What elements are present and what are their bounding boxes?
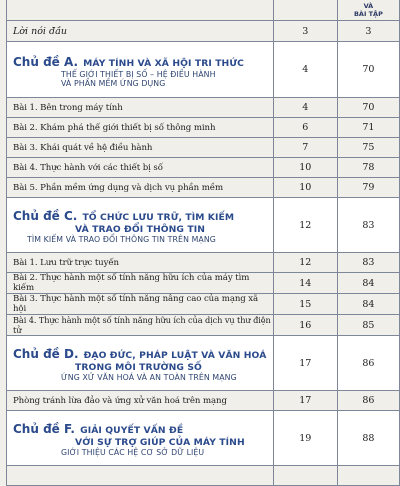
lesson-row: [7, 253, 400, 273]
lesson-page1: 4: [273, 98, 337, 118]
lesson-row: [7, 158, 400, 178]
chapter-d-row: [7, 336, 400, 391]
lesson-page1: 16: [273, 315, 337, 336]
lesson-page2: 75: [337, 138, 399, 158]
lesson-page2: 78: [337, 158, 399, 178]
chapter-c-row: [7, 198, 400, 253]
lesson-title: Bài 2. Thực hành một số tính năng hữu ích của máy tìm kiếm: [7, 273, 274, 294]
chapter-d-title-line2: TRONG MÔI TRƯỜNG SỐ: [75, 362, 202, 373]
lesson-page1: 12: [273, 253, 337, 273]
chapter-d-cell: [7, 336, 274, 391]
lesson-page2: 85: [337, 315, 399, 336]
lesson-page1: 17: [273, 391, 337, 411]
chapter-c-page2: 83: [337, 198, 399, 253]
lesson-page2: 83: [337, 253, 399, 273]
lesson-page1: 6: [273, 118, 337, 138]
chapter-a-subtitle-line2: VÀ PHẦN MỀM ỨNG DỤNG: [61, 78, 166, 88]
chapter-a-title-line1: MÁY TÍNH VÀ XÃ HỘI TRI THỨC: [83, 57, 244, 69]
header-col3-note: VÀ BÀI TẬP: [353, 1, 383, 18]
lesson-page2: [337, 466, 399, 486]
chapter-d-label: Chủ đề D.: [13, 347, 79, 361]
lesson-page2: 84: [337, 273, 399, 294]
toc-row-intro: [7, 21, 400, 42]
chapter-a-row: [7, 42, 400, 98]
chapter-d-subtitle-line1: ỨNG XỬ VĂN HOÁ VÀ AN TOÀN TRÊN MẠNG: [61, 373, 237, 382]
header-cell-title: [7, 0, 274, 21]
chapter-a-page2: 70: [337, 42, 399, 98]
lesson-page2: 86: [337, 391, 399, 411]
lesson-row: [7, 294, 400, 315]
chapter-c-page1: 12: [273, 198, 337, 253]
header-cell-page1: [273, 0, 337, 21]
header-note: [337, 0, 399, 21]
lesson-title: Phòng tránh lừa đảo và ứng xử văn hoá trên mạng: [7, 391, 274, 411]
lesson-title: Bài 5. Phần mềm ứng dụng và dịch vụ phần mềm: [7, 178, 274, 198]
chapter-f-title-line2: VỚI SỰ TRỢ GIÚP CỦA MÁY TÍNH: [75, 437, 245, 448]
lesson-title: Bài 4. Thực hành với các thiết bị số: [7, 158, 274, 178]
chapter-f-title-line1: GIẢI QUYẾT VẤN ĐỀ: [80, 425, 184, 436]
chapter-f-subtitle-line1: GIỚI THIỆU CÁC HỆ CƠ SỞ DỮ LIỆU: [61, 448, 205, 457]
chapter-a-page1: 4: [273, 42, 337, 98]
lesson-page2: 71: [337, 118, 399, 138]
lesson-title: [7, 466, 274, 486]
chapter-f-row: [7, 411, 400, 466]
lesson-row-partial: [7, 466, 400, 486]
chapter-c-label: Chủ đề C.: [13, 209, 78, 223]
table-of-contents: [6, 0, 400, 486]
intro-page2: 3: [337, 21, 399, 42]
lesson-title: Bài 2. Khám phá thế giới thiết bị số thông minh: [7, 118, 274, 138]
chapter-a-subtitle-line1: THẾ GIỚI THIẾT BỊ SỐ – HỆ ĐIỀU HÀNH: [61, 69, 216, 79]
chapter-a-cell: [7, 42, 274, 98]
chapter-f-page2: 88: [337, 411, 399, 466]
intro-title: Lời nói đầu: [7, 21, 274, 42]
lesson-row: [7, 391, 400, 411]
lesson-row: [7, 98, 400, 118]
lesson-page2: 79: [337, 178, 399, 198]
lesson-row: [7, 178, 400, 198]
lesson-page1: [273, 466, 337, 486]
lesson-page1: 10: [273, 158, 337, 178]
chapter-c-cell: [7, 198, 274, 253]
lesson-page1: 7: [273, 138, 337, 158]
lesson-title: Bài 4. Thực hành một số tính năng hữu ích của dịch vụ thư điện tử: [7, 315, 274, 336]
lesson-page2: 70: [337, 98, 399, 118]
lesson-title: Bài 3. Thực hành một số tính năng nâng cao của mạng xã hội: [7, 294, 274, 315]
chapter-f-cell: [7, 411, 274, 466]
lesson-row: [7, 118, 400, 138]
header-row: [7, 0, 400, 21]
chapter-c-subtitle-line1: TÌM KIẾM VÀ TRAO ĐỔI THÔNG TIN TRÊN MẠNG: [27, 235, 216, 244]
chapter-c-title-line1: TỔ CHỨC LƯU TRỮ, TÌM KIẾM: [82, 212, 235, 223]
lesson-page1: 14: [273, 273, 337, 294]
chapter-d-page1: 17: [273, 336, 337, 391]
chapter-f-label: Chủ đề F.: [13, 422, 75, 436]
lesson-row: [7, 315, 400, 336]
intro-page1: 3: [273, 21, 337, 42]
lesson-row: [7, 273, 400, 294]
lesson-title: Bài 3. Khái quát về hệ điều hành: [7, 138, 274, 158]
chapter-d-page2: 86: [337, 336, 399, 391]
lesson-row: [7, 138, 400, 158]
chapter-d-title-line1: ĐẠO ĐỨC, PHÁP LUẬT VÀ VĂN HOÁ: [83, 350, 267, 361]
chapter-c-title-line2: VÀ TRAO ĐỔI THÔNG TIN: [75, 224, 206, 235]
chapter-f-page1: 19: [273, 411, 337, 466]
lesson-page1: 10: [273, 178, 337, 198]
lesson-page2: 84: [337, 294, 399, 315]
lesson-title: Bài 1. Bên trong máy tính: [7, 98, 274, 118]
lesson-page1: 15: [273, 294, 337, 315]
lesson-title: Bài 1. Lưu trữ trực tuyến: [7, 253, 274, 273]
chapter-a-label: Chủ đề A.: [13, 54, 79, 69]
